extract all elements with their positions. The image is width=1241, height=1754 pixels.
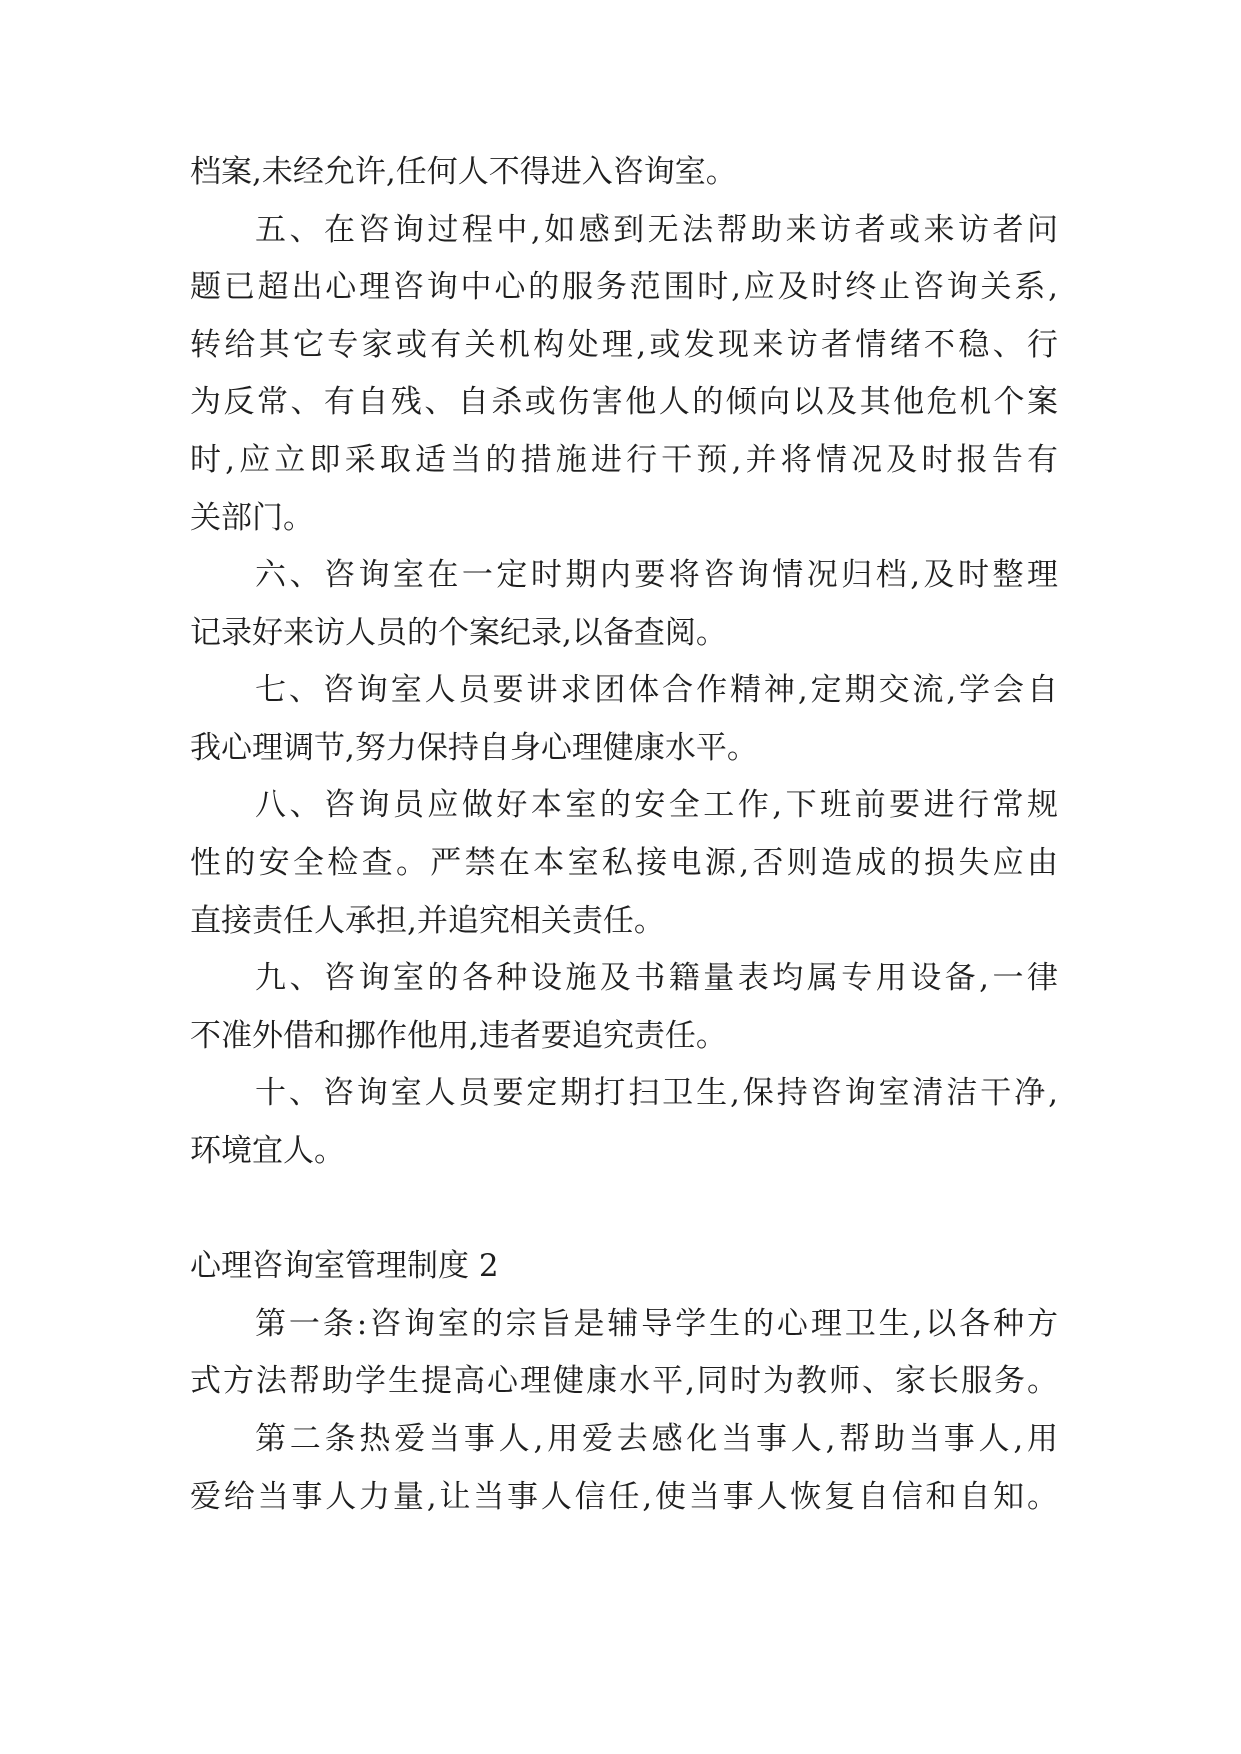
paragraph-nine-line-1: 九、咨询室的各种设施及书籍量表均属专用设备,一律 [255, 960, 1058, 996]
text-line: 直接责任人承担,并追究相关责任。 [190, 903, 665, 939]
article-two-line-1: 第二条热爱当事人,用爱去感化当事人,帮助当事人,用 [255, 1421, 1058, 1457]
section-heading: 心理咨询室管理制度 2 [190, 1248, 499, 1284]
text-line: 我心理调节,努力保持自身心理健康水平。 [190, 730, 758, 766]
paragraph-ten-line-1: 十、咨询室人员要定期打扫卫生,保持咨询室清洁干净, [255, 1075, 1058, 1111]
text-line: 性的安全检查。严禁在本室私接电源,否则造成的损失应由 [190, 845, 1058, 881]
paragraph-eight-line-1: 八、咨询员应做好本室的安全工作,下班前要进行常规 [255, 787, 1058, 823]
text-line: 关部门。 [190, 500, 314, 536]
text-line: 转给其它专家或有关机构处理,或发现来访者情绪不稳、行 [190, 327, 1058, 363]
text-line: 时,应立即采取适当的措施进行干预,并将情况及时报告有 [190, 442, 1058, 478]
article-one-line-1: 第一条:咨询室的宗旨是辅导学生的心理卫生,以各种方 [255, 1306, 1058, 1342]
text-line: 不准外借和挪作他用,违者要追究责任。 [190, 1018, 727, 1054]
text-line: 档案,未经允许,任何人不得进入咨询室。 [190, 154, 737, 190]
text-line: 环境宜人。 [190, 1133, 345, 1169]
text-line: 为反常、有自残、自杀或伤害他人的倾向以及其他危机个案 [190, 384, 1058, 420]
paragraph-seven-line-1: 七、咨询室人员要讲求团体合作精神,定期交流,学会自 [255, 672, 1058, 708]
text-line: 题已超出心理咨询中心的服务范围时,应及时终止咨询关系, [190, 269, 1058, 305]
text-line: 爱给当事人力量,让当事人信任,使当事人恢复自信和自知。 [190, 1479, 1058, 1515]
paragraph-five-line-1: 五、在咨询过程中,如感到无法帮助来访者或来访者问 [255, 212, 1058, 248]
text-line: 记录好来访人员的个案纪录,以备查阅。 [190, 615, 727, 651]
paragraph-six-line-1: 六、咨询室在一定时期内要将咨询情况归档,及时整理 [255, 557, 1058, 593]
text-line: 式方法帮助学生提高心理健康水平,同时为教师、家长服务。 [190, 1363, 1058, 1399]
